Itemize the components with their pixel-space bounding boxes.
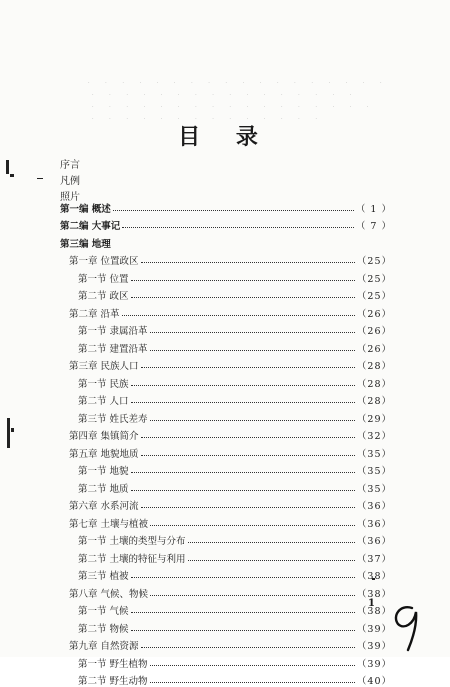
toc-entry-title: 第六章 水系河流 bbox=[60, 498, 139, 512]
toc-entry-title: 第二节 野生动物 bbox=[60, 673, 148, 687]
toc-entry-title: 第一节 气候 bbox=[60, 603, 129, 617]
toc-entry-title: 第八章 气候、物候 bbox=[60, 586, 148, 600]
toc-entry-page: （37） bbox=[357, 551, 392, 565]
toc-entry-title: 第三节 姓氏差寿 bbox=[60, 411, 148, 425]
toc-entry-title: 第二节 土壤的特征与利用 bbox=[60, 551, 186, 565]
toc-entry-page: （28） bbox=[357, 358, 392, 372]
toc-entry bbox=[60, 495, 392, 513]
toc-entry-page: （38） bbox=[357, 568, 392, 582]
toc-entry-page: （ 1 ） bbox=[356, 201, 392, 215]
toc-leader-dots bbox=[122, 315, 355, 316]
toc-entry-page: （25） bbox=[357, 253, 392, 267]
toc-leader-dots bbox=[141, 507, 355, 508]
toc-entry-page: （39） bbox=[357, 656, 392, 670]
toc-leader-dots bbox=[131, 612, 355, 613]
toc-entry bbox=[60, 425, 392, 443]
toc-entry-page: （35） bbox=[357, 463, 392, 477]
toc-leader-dots bbox=[131, 490, 355, 491]
toc-entry bbox=[60, 477, 392, 495]
toc-entry-page: （36） bbox=[357, 498, 392, 512]
toc-entry-title: 第九章 自然资源 bbox=[60, 638, 139, 652]
toc-leader-dots bbox=[131, 472, 355, 473]
toc-entry bbox=[60, 407, 392, 425]
toc-entry bbox=[60, 635, 392, 653]
toc-entry-page: （26） bbox=[357, 341, 392, 355]
toc-entry-title: 第三节 植被 bbox=[60, 568, 129, 582]
toc-entry-title: 第三编 地理 bbox=[60, 236, 111, 250]
toc-leader-dots bbox=[141, 455, 355, 456]
front-matter-guide: 凡例 bbox=[60, 172, 80, 187]
toc-entry bbox=[60, 250, 392, 268]
scan-mark bbox=[6, 160, 9, 174]
bleed-through-text: · · · · · · · · · · · · · · · · · · bbox=[88, 80, 389, 86]
toc-entry-title: 第一编 概述 bbox=[60, 201, 111, 215]
toc-entry-title: 第七章 土壤与植被 bbox=[60, 516, 148, 530]
table-of-contents bbox=[60, 197, 392, 687]
toc-entry-title: 第二节 建置沿革 bbox=[60, 341, 148, 355]
bleed-through-text: · · · · · · · · · · · · · · bbox=[92, 116, 324, 122]
toc-entry bbox=[60, 670, 392, 687]
toc-leader-dots bbox=[150, 332, 355, 333]
toc-entry-title: 第二编 大事记 bbox=[60, 218, 120, 232]
toc-entry-page: （36） bbox=[357, 533, 392, 547]
toc-entry bbox=[60, 460, 392, 478]
toc-leader-dots bbox=[150, 420, 355, 421]
toc-leader-dots bbox=[113, 210, 354, 211]
toc-leader-dots bbox=[141, 647, 355, 648]
toc-entry-title: 第一节 民族 bbox=[60, 376, 129, 390]
toc-leader-dots bbox=[122, 227, 354, 228]
toc-entry-page: （ 7 ） bbox=[356, 218, 392, 232]
page-title: 目 录 bbox=[0, 120, 450, 151]
scan-mark bbox=[37, 178, 43, 179]
toc-leader-dots bbox=[131, 577, 355, 578]
front-matter-photos: 照片 bbox=[60, 188, 80, 203]
toc-entry bbox=[60, 617, 392, 635]
toc-leader-dots bbox=[131, 297, 355, 298]
toc-leader-dots bbox=[131, 385, 355, 386]
toc-entry-page: （25） bbox=[357, 271, 392, 285]
toc-leader-dots bbox=[150, 595, 355, 596]
toc-entry-title: 第三章 民族人口 bbox=[60, 358, 139, 372]
toc-entry-title: 第二节 政区 bbox=[60, 288, 129, 302]
toc-entry bbox=[60, 302, 392, 320]
front-matter-preface: 序言 bbox=[60, 156, 80, 171]
toc-entry-page: （25） bbox=[357, 288, 392, 302]
toc-leader-dots bbox=[188, 542, 355, 543]
toc-entry-title: 第一章 位置政区 bbox=[60, 253, 139, 267]
toc-entry bbox=[60, 530, 392, 548]
toc-entry-page: （38） bbox=[357, 603, 392, 617]
toc-entry-page: （39） bbox=[357, 621, 392, 635]
toc-entry-page: （35） bbox=[357, 446, 392, 460]
toc-leader-dots bbox=[131, 630, 355, 631]
toc-entry bbox=[60, 442, 392, 460]
toc-entry-title: 第一节 地貌 bbox=[60, 463, 129, 477]
toc-leader-dots bbox=[150, 350, 355, 351]
toc-entry-page: （29） bbox=[357, 411, 392, 425]
toc-entry bbox=[60, 267, 392, 285]
toc-entry-title: 第二节 人口 bbox=[60, 393, 129, 407]
toc-entry-title: 第五章 地貌地质 bbox=[60, 446, 139, 460]
toc-entry bbox=[60, 582, 392, 600]
toc-entry-title: 第二节 地质 bbox=[60, 481, 129, 495]
toc-entry-title: 第四章 集镇简介 bbox=[60, 428, 139, 442]
toc-entry-title: 第二章 沿革 bbox=[60, 306, 120, 320]
toc-entry bbox=[60, 512, 392, 530]
toc-leader-dots bbox=[141, 262, 355, 263]
toc-entry-page: （28） bbox=[357, 393, 392, 407]
handwritten-page-number bbox=[386, 600, 430, 652]
toc-entry-page: （26） bbox=[357, 306, 392, 320]
scan-mark bbox=[10, 174, 14, 177]
toc-entry bbox=[60, 337, 392, 355]
toc-leader-dots bbox=[141, 367, 355, 368]
scan-mark bbox=[7, 418, 10, 448]
toc-leader-dots bbox=[131, 280, 355, 281]
toc-leader-dots bbox=[150, 525, 355, 526]
toc-entry-page: （36） bbox=[357, 516, 392, 530]
scan-mark bbox=[11, 428, 14, 432]
page-number: 1 bbox=[368, 598, 375, 609]
toc-entry bbox=[60, 390, 392, 408]
toc-entry-title: 第一节 位置 bbox=[60, 271, 129, 285]
toc-entry bbox=[60, 197, 392, 215]
toc-entry bbox=[60, 600, 392, 618]
toc-entry-title: 第一节 土壤的类型与分布 bbox=[60, 533, 186, 547]
toc-leader-dots bbox=[131, 402, 355, 403]
bleed-through-text: · · · · · · · · · · · · · · · · bbox=[92, 92, 358, 98]
toc-entry bbox=[60, 215, 392, 233]
toc-entry-page: （39） bbox=[357, 638, 392, 652]
toc-leader-dots bbox=[150, 682, 355, 683]
toc-entry bbox=[60, 547, 392, 565]
toc-entry bbox=[60, 652, 392, 670]
toc-entry-title: 第二节 物候 bbox=[60, 621, 129, 635]
toc-entry-page: （35） bbox=[357, 481, 392, 495]
toc-entry bbox=[60, 285, 392, 303]
toc-entry bbox=[60, 355, 392, 373]
toc-entry bbox=[60, 565, 392, 583]
toc-entry-page: （28） bbox=[357, 376, 392, 390]
toc-entry-page: （38） bbox=[357, 586, 392, 600]
toc-entry bbox=[60, 372, 392, 390]
toc-entry-title: 第一节 野生植物 bbox=[60, 656, 148, 670]
toc-entry-page: （32） bbox=[357, 428, 392, 442]
toc-entry bbox=[60, 320, 392, 338]
toc-entry-page: （26） bbox=[357, 323, 392, 337]
toc-entry bbox=[60, 232, 392, 250]
toc-entry-title: 第一节 隶属沿革 bbox=[60, 323, 148, 337]
toc-leader-dots bbox=[141, 437, 355, 438]
toc-leader-dots bbox=[188, 560, 355, 561]
bleed-through-text: · · · · · · · · · · · · · · · · · bbox=[92, 104, 375, 110]
toc-entry-page: （40） bbox=[357, 673, 392, 687]
toc-leader-dots bbox=[150, 665, 355, 666]
